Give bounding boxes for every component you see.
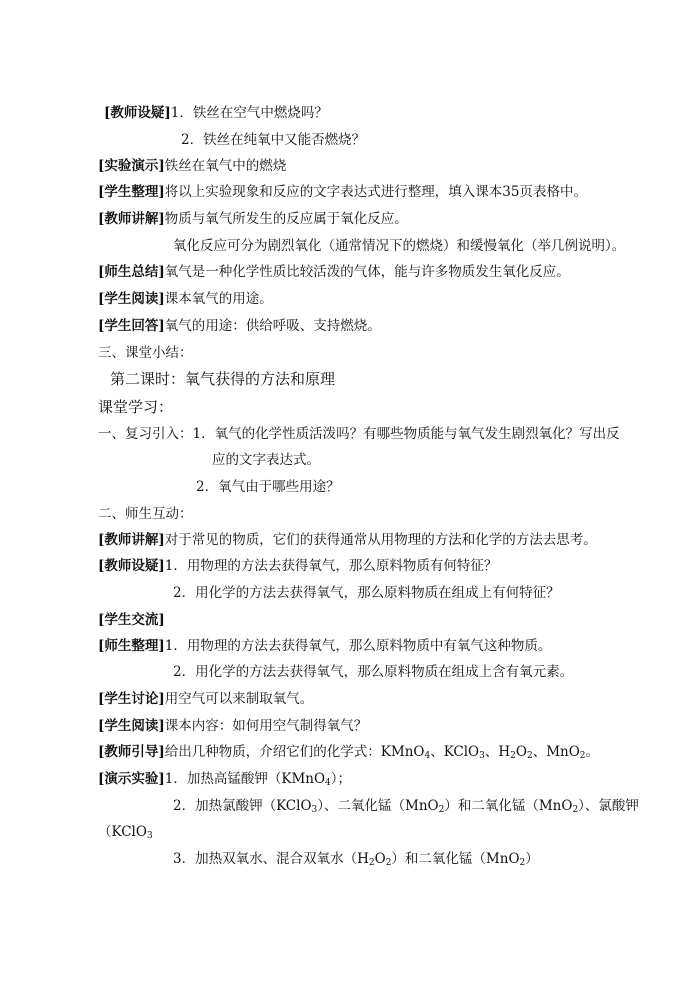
text: 氧气是一种化学性质比较活泼的气体，能与许多物质发生氧化反应。 [164,264,570,280]
text: 物质与氧气所发生的反应属于氧化反应。 [164,211,408,227]
text: 给出几种物质，介绍它们的化学式： [164,744,381,760]
demo-line-4 [173,850,539,868]
formula: H [498,744,511,760]
line-4 [98,183,587,201]
subscript: 2 [572,805,579,815]
demo-line-1 [98,770,351,788]
subscript: 2 [510,751,516,761]
line-22 [173,663,573,681]
tag: [教师引导] [98,744,165,760]
tag: [教师设疑] [104,105,171,121]
text: 课本内容：如何用空气制得氧气？ [164,718,368,734]
text: ）和二氧化锰（MnO [391,851,520,867]
tag: [师生整理] [98,638,165,654]
text: 课本氧气的用途。 [164,291,273,307]
line-17 [98,531,597,549]
text: 用空气可以来制取氧气。 [164,691,314,707]
separator: 、 [430,744,444,760]
subscript: 2 [579,751,586,761]
line-6 [173,237,625,255]
formula-line [98,743,599,761]
demo-line-3 [98,823,153,841]
section-summary [98,344,193,362]
tag: [学生整理] [98,184,165,200]
line-23 [98,690,313,708]
text: 1．铁丝在空气中燃烧吗？ [170,105,328,121]
line-20 [98,611,165,629]
text: 铁丝在氧气中的燃烧 [164,158,287,174]
text: 三、课堂小结： [98,345,193,361]
subscript: 2 [368,858,375,868]
section-learning [98,398,173,416]
text: ）、二氧化锰（MnO [317,798,439,814]
tag: [教师讲解] [98,532,165,548]
text: 对于常见的物质，它们的获得通常从用物理的方法和化学的方法去思考。 [164,532,597,548]
review-line-2 [212,451,320,469]
text: ）； [330,771,352,787]
line-2 [181,131,365,149]
tag: [演示实验] [98,771,165,787]
text: 2．用化学的方法去获得氧气，那么原料物质在组成上有何特征？ [173,585,560,601]
text: 二、师生互动： [98,506,193,522]
subscript: 4 [424,751,431,761]
line-7 [98,263,570,281]
tag: [学生讨论] [98,691,165,707]
line-1 [104,104,328,122]
text: 2．用化学的方法去获得氧气，那么原料物质在组成上含有氧元素。 [173,664,574,680]
tag: [学生回答] [98,318,165,334]
line-9 [98,317,381,335]
tag: [师生总结] [98,264,165,280]
text: 。 [585,744,600,760]
formula: MnO [546,744,580,760]
text: 1．用物理的方法去获得氧气，那么原料物质有何特征？ [164,558,498,574]
text: 1．加热高锰酸钾（KMnO [164,771,326,787]
separator: 、 [532,744,547,760]
text: O [374,851,386,867]
text: 氧化反应可分为剧烈氧化（通常情况下的燃烧）和缓慢氧化（举几例说明）。 [173,238,626,254]
formula: KClO [443,744,480,760]
formula: O [515,744,527,760]
text: ）、氯酸钾 [578,798,639,814]
tag: [实验演示] [98,158,165,174]
line-5 [98,210,408,228]
separator: 、 [484,744,499,760]
review-line-1 [98,425,620,443]
lesson-heading [110,370,335,388]
subscript: 2 [519,858,526,868]
line-3 [98,157,286,175]
text: 将以上实验现象和反应的文字表达式进行整理，填入课本35页表格中。 [164,184,587,200]
demo-line-2 [173,797,639,815]
review-line-3 [196,478,340,496]
subscript: 3 [146,831,153,841]
text: 2．铁丝在纯氧中又能否燃烧？ [181,132,366,148]
section-interaction [98,505,193,523]
line-19 [173,584,560,602]
tag: [学生阅读] [98,718,165,734]
line-18 [98,557,497,575]
text: （KClO [98,824,147,840]
subscript: 3 [479,751,485,761]
tag: [教师设疑] [98,558,165,574]
tag: [学生交流] [98,612,165,628]
text: 课堂学习： [98,398,174,416]
subscript: 4 [325,778,331,788]
text: 应的文字表达式。 [212,452,320,468]
text: 1．用物理的方法去获得氧气，那么原料物质中有氧气这种物质。 [164,638,552,654]
tag: [教师讲解] [98,211,165,227]
subscript: 3 [311,805,318,815]
tag: [学生阅读] [98,291,165,307]
line-8 [98,290,273,308]
text: 氧气的用途：供给呼吸、支持燃烧。 [164,318,381,334]
subscript: 2 [526,751,533,761]
text: ）和二氧化锰（MnO [444,798,573,814]
line-21 [98,637,551,655]
subscript: 2 [438,805,445,815]
subscript: 2 [385,858,392,868]
text: 第二课时：氧气获得的方法和原理 [110,370,336,388]
text: ） [525,851,539,867]
formula: KMnO [380,744,425,760]
text: 一、复习引入：1．氧气的化学性质活泼吗？有哪些物质能与氧气发生剧烈氧化？写出反 [98,426,620,442]
text: 2．氧气由于哪些用途？ [196,479,340,495]
text: 3．加热双氧水、混合双氧水（H [173,851,369,867]
line-24 [98,717,367,735]
text: 2．加热氯酸钾（KClO [173,798,312,814]
